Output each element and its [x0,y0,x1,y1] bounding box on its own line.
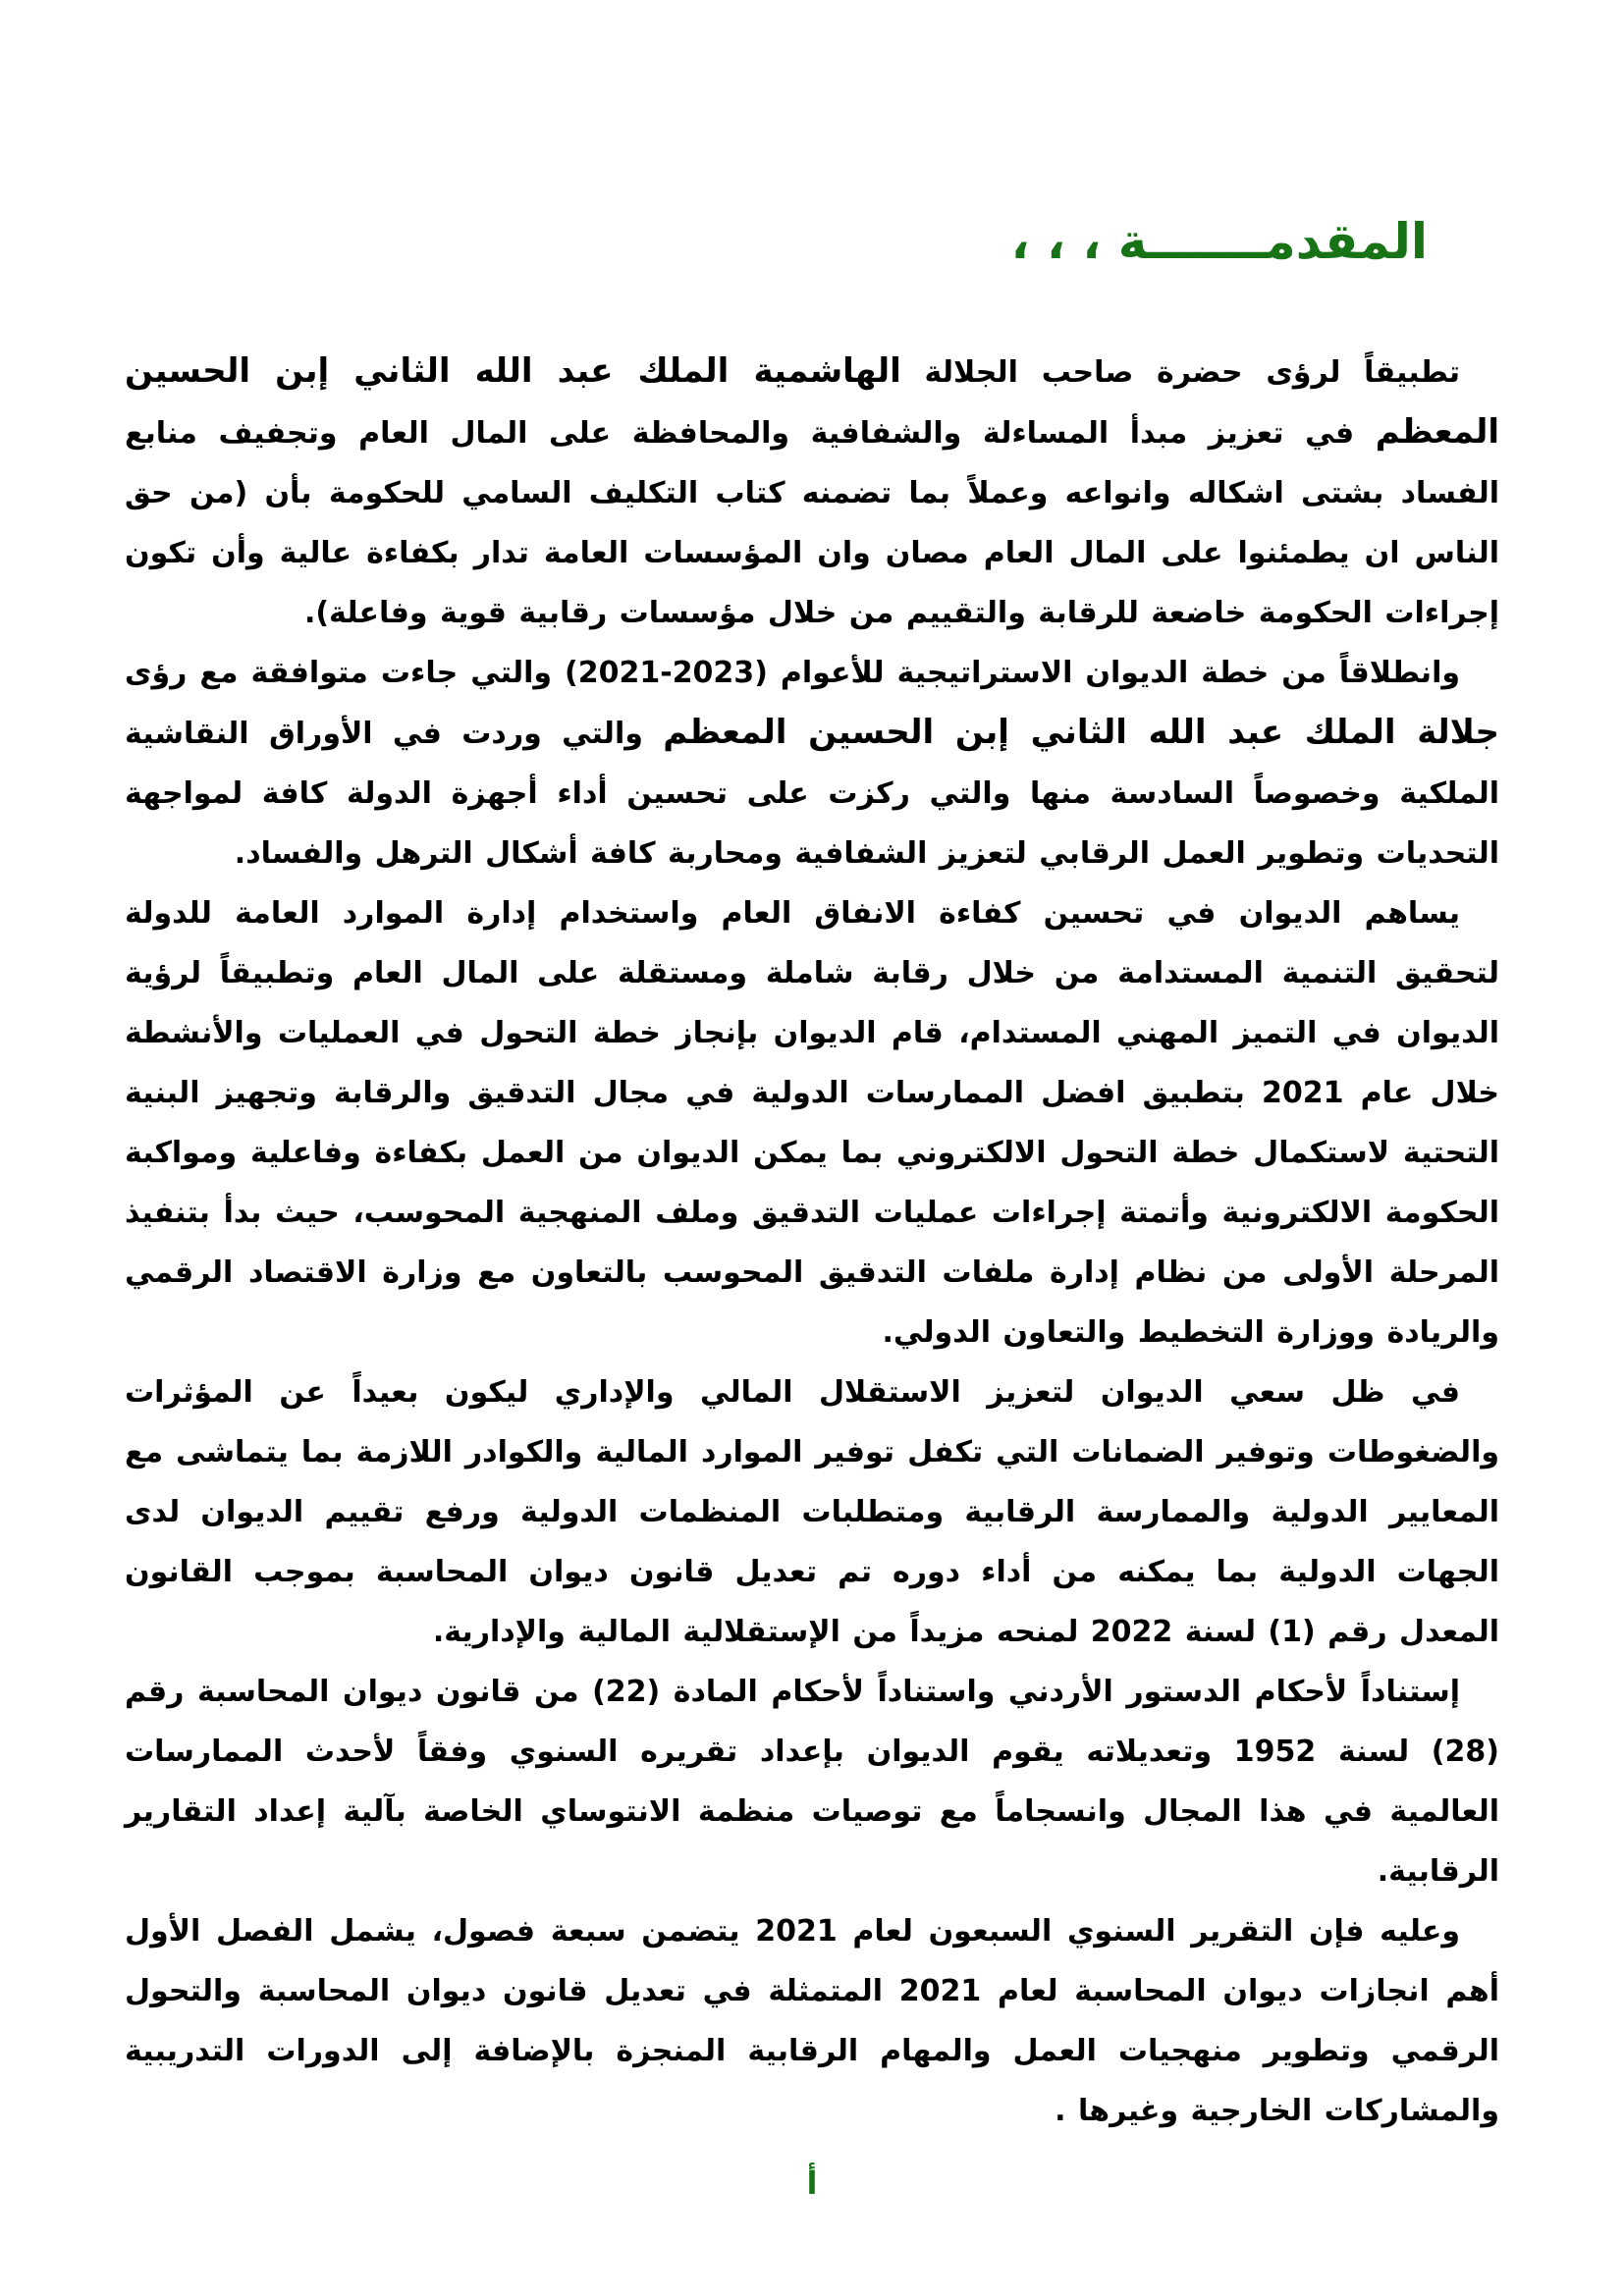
body-text-run: يساهم الديوان في تحسين كفاءة الانفاق العام واستخدام إدارة الموارد العامة للدولة لتحقيق التنمية المستدامة من خلال رقابة شاملة ومستقلة على المال العام وتطبيقاً لرؤية الديوان في التميز المهني المستدام، قام الديوان بإنجاز خطة التحول في العمليات والأنشطة خلال عام 2021 بتطبيق افضل الممارسات الدولية في مجال التدقيق والرقابة وتجهيز البنية التحتية لاستكمال خطة التحول الالكتروني بما يمكن الديوان من العمل بكفاءة وفاعلية ومواكبة الحكومة الالكترونية وأتمتة إجراءات عمليات التدقيق وملف المنهجية المحوسب، حيث بدأ بتنفيذ المرحلة الأولى من نظام إدارة ملفات التدقيق المحوسب بالتعاون مع وزارة الاقتصاد الرقمي والريادة ووزارة التخطيط والتعاون الدولي. [125,896,1499,1350]
document-body [125,342,1499,2141]
body-text-run: في ظل سعي الديوان لتعزيز الاستقلال المالي والإداري ليكون بعيداً عن المؤثرات والضغوطات وتوفير الضمانات التي تكفل توفير الموارد المالية والكوادر اللازمة بما يتماشى مع المعايير الدولية والممارسة الرقابية ومتطلبات المنظمات الدولية ورفع تقييم الديوان لدى الجهات الدولية بما يمكنه من أداء دوره تم تعديل قانون ديوان المحاسبة بموجب القانون المعدل رقم (1) لسنة 2022 لمنحه مزيداً من الإستقلالية المالية والإدارية. [125,1375,1499,1649]
body-text-run: تطبيقاً لرؤى حضرة صاحب الجلالة [900,355,1460,390]
body-text-run: في تعزيز مبدأ المساءلة والشفافية والمحافظة على المال العام وتجفيف منابع الفساد بشتى اشكاله وانواعه وعملاً بما تضمنه كتاب التكليف السامي للحكومة بأن (من حق الناس ان يطمئنوا على المال العام مصان وان المؤسسات العامة تدار بكفاءة عالية وأن تكون إجراءات الحكومة خاضعة للرقابة والتقييم من خلال مؤسسات رقابية قوية وفاعلة). [125,416,1499,630]
royal-title-bold-run: الهاشمية الملك عبد الله الثاني إبن الحسين المعظم [125,351,1499,452]
paragraph [125,883,1499,1362]
page-number: أ [806,2164,818,2202]
royal-title-bold-run: جلالة الملك عبد الله الثاني إبن الحسين المعظم [663,713,1499,752]
body-text-run: والتي وردت في الأوراق النقاشية الملكية وخصوصاً السادسة منها والتي ركزت على تحسين أداء أجهزة الدولة كافة لمواجهة التحديات وتطوير العمل الرقابي لتعزيز الشفافية ومحاربة كافة أشكال الترهل والفساد. [125,717,1499,871]
body-text-run: إستناداً لأحكام الدستور الأردني واستناداً لأحكام المادة (22) من قانون ديوان المحاسبة رقم (28) لسنة 1952 وتعديلاته يقوم الديوان بإعداد تقريره السنوي وفقاً لأحدث الممارسات العالمية في هذا المجال وانسجاماً مع توصيات منظمة الانتوساي الخاصة بآلية إعداد التقارير الرقابية. [125,1675,1499,1889]
paragraph [125,1362,1499,1662]
paragraph [125,342,1499,643]
page-title: المقدمـــــــة ، ، ، [1010,213,1428,270]
paragraph [125,1662,1499,1901]
paragraph [125,643,1499,883]
paragraph [125,1901,1499,2141]
body-text-run: وانطلاقاً من خطة الديوان الاستراتيجية للأعوام (2023-2021) والتي جاءت متوافقة مع رؤى [125,656,1460,690]
body-text-run: وعليه فإن التقرير السنوي السبعون لعام 2021 يتضمن سبعة فصول، يشمل الفصل الأول أهم انجازات ديوان المحاسبة لعام 2021 المتمثلة في تعديل قانون ديوان المحاسبة والتحول الرقمي وتطوير منهجيات العمل والمهام الرقابية المنجزة بالإضافة إلى الدورات التدريبية والمشاركات الخارجية وغيرها . [125,1914,1499,2128]
